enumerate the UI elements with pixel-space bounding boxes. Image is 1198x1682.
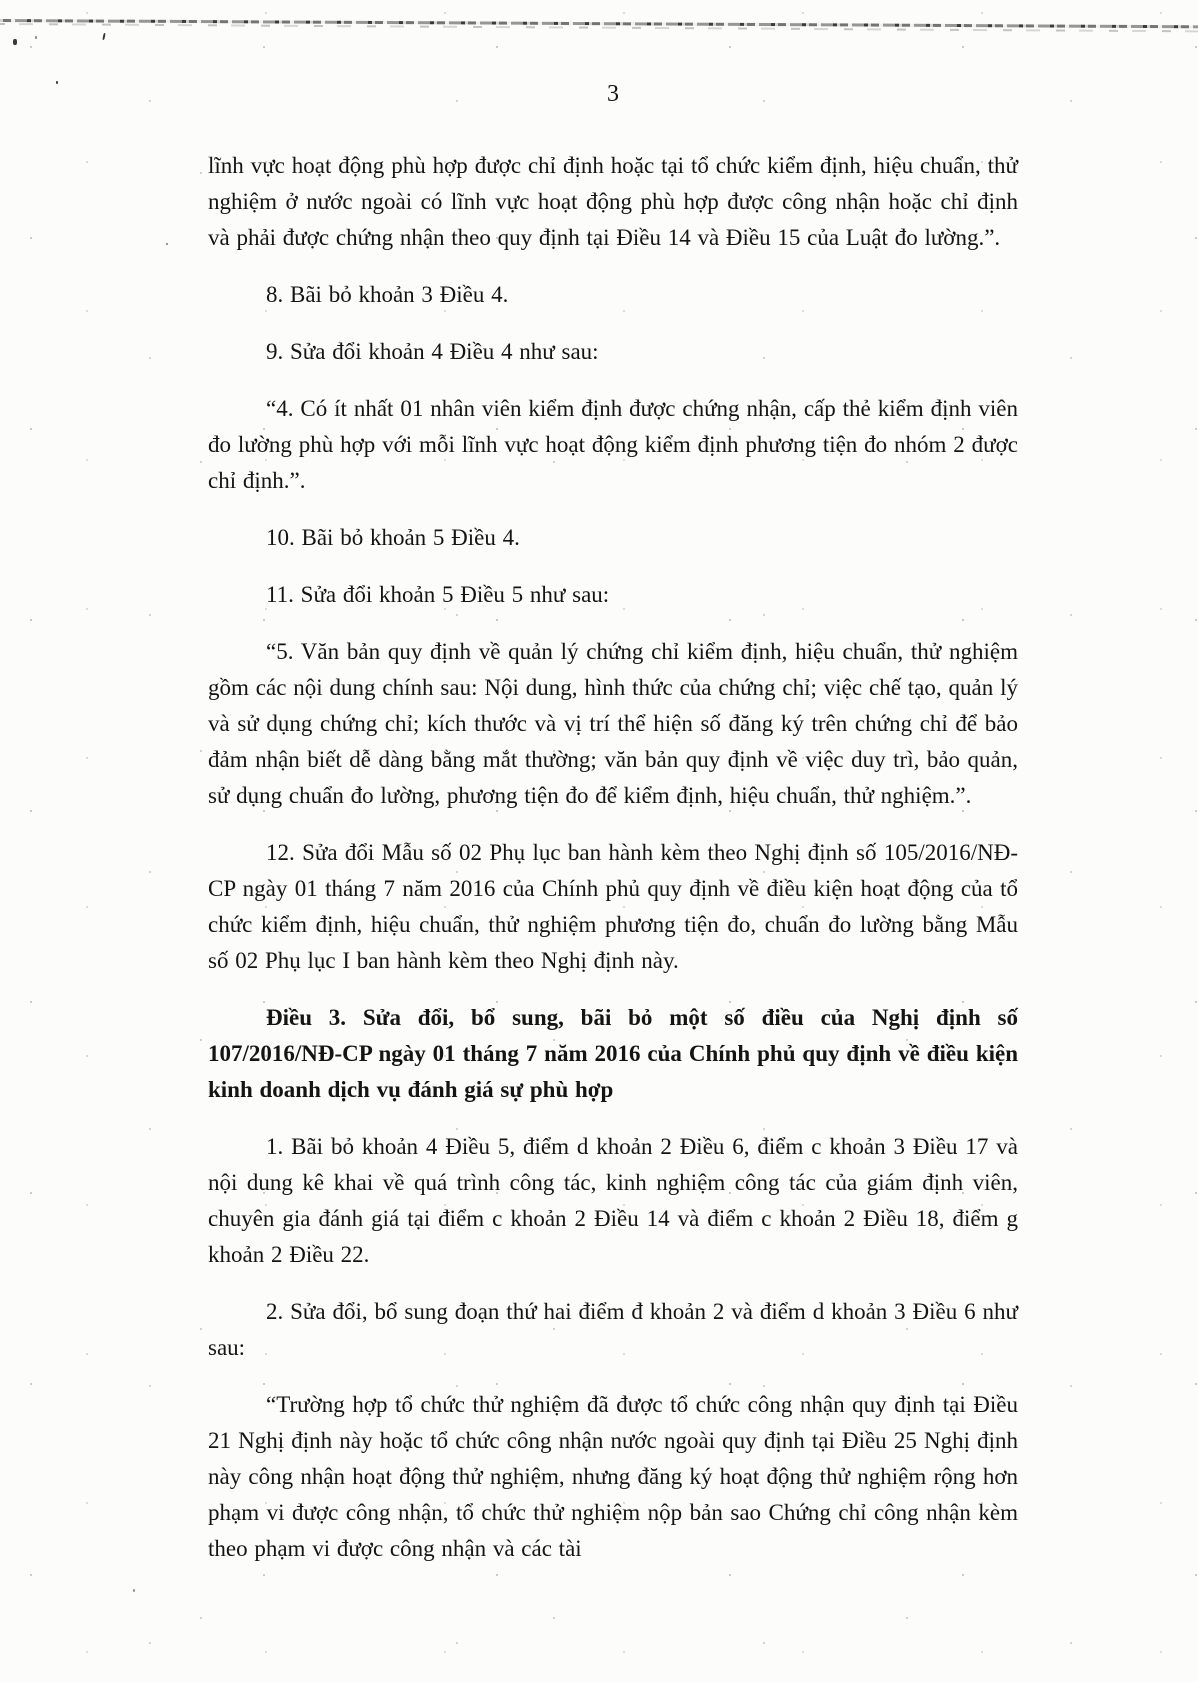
page-number: 3 [607, 81, 619, 107]
clause-11: 11. Sửa đổi khoản 5 Điều 5 như sau: [266, 582, 610, 607]
quoted-clause-5: “5. Văn bản quy định về quản lý chứng chỉ kiểm định, hiệu chuẩn, thử nghiệm gồm các nội dung chính sau: Nội dung, hình thức của chứng chỉ; việc chế tạo, quản lý và sử dụng chứng chỉ; kích thước và vị trí thể hiện số đăng ký trên chứng chỉ để bảo đảm nhận biết dễ dàng bằng mắt thường; văn bản quy định về việc duy trì, bảo quản, sử dụng chuẩn đo lường, phương tiện đo để kiểm định, hiệu chuẩn, thử nghiệm.”. [208, 639, 1018, 808]
clause-9: 9. Sửa đổi khoản 4 Điều 4 như sau: [266, 339, 599, 364]
clause-12: 12. Sửa đổi Mẫu số 02 Phụ lục ban hành kèm theo Nghị định số 105/2016/NĐ-CP ngày 01 tháng 7 năm 2016 của Chính phủ quy định về điều kiện hoạt động của tổ chức kiểm định, hiệu chuẩn, thử nghiệm phương tiện đo, chuẩn đo lường bằng Mẫu số 02 Phụ lục I ban hành kèm theo Nghị định này. [208, 840, 1018, 973]
scan-speck [102, 33, 105, 40]
article-3-heading: Điều 3. Sửa đổi, bổ sung, bãi bỏ một số điều của Nghị định số 107/2016/NĐ-CP ngày 01 tháng 7 năm 2016 của Chính phủ quy định về điều kiện kinh doanh dịch vụ đánh giá sự phù hợp [208, 1005, 1018, 1102]
scan-speck [133, 1589, 135, 1592]
article-3-clause-2: 2. Sửa đổi, bổ sung đoạn thứ hai điểm đ khoản 2 và điểm d khoản 3 Điều 6 như sau: [208, 1299, 1018, 1360]
scan-speck [35, 36, 37, 39]
article-3-clause-1: 1. Bãi bỏ khoản 4 Điều 5, điểm d khoản 2 Điều 6, điểm c khoản 3 Điều 17 và nội dung kê khai về quá trình công tác, kinh nghiệm công tác của giám định viên, chuyên gia đánh giá tại điểm c khoản 2 Điều 14 và điểm c khoản 2 Điều 18, điểm g khoản 2 Điều 22. [208, 1134, 1018, 1267]
document-body [208, 80, 1018, 1588]
clause-8: 8. Bãi bỏ khoản 3 Điều 4. [266, 282, 509, 307]
scan-speck [166, 243, 168, 245]
clause-10: 10. Bãi bỏ khoản 5 Điều 4. [266, 525, 520, 550]
paragraph-continuation: lĩnh vực hoạt động phù hợp được chỉ định hoặc tại tổ chức kiểm định, hiệu chuẩn, thử nghiệm ở nước ngoài có lĩnh vực hoạt động phù hợp được công nhận hoặc chỉ định và phải được chứng nhận theo quy định tại Điều 14 và Điều 15 của Luật đo lường.”. [208, 153, 1018, 250]
scan-speck [56, 81, 58, 84]
scan-speck [13, 39, 17, 45]
quoted-paragraph-truong-hop: “Trường hợp tổ chức thử nghiệm đã được tổ chức công nhận quy định tại Điều 21 Nghị định này hoặc tổ chức công nhận nước ngoài quy định tại Điều 25 Nghị định này công nhận hoạt động thử nghiệm, nhưng đăng ký hoạt động thử nghiệm rộng hơn phạm vi được công nhận, tổ chức thử nghiệm nộp bản sao Chứng chỉ công nhận kèm theo phạm vi được công nhận và các tài [208, 1392, 1018, 1561]
quoted-clause-4: “4. Có ít nhất 01 nhân viên kiểm định được chứng nhận, cấp thẻ kiểm định viên đo lường phù hợp với mỗi lĩnh vực hoạt động kiểm định phương tiện đo nhóm 2 được chỉ định.”. [208, 396, 1018, 493]
